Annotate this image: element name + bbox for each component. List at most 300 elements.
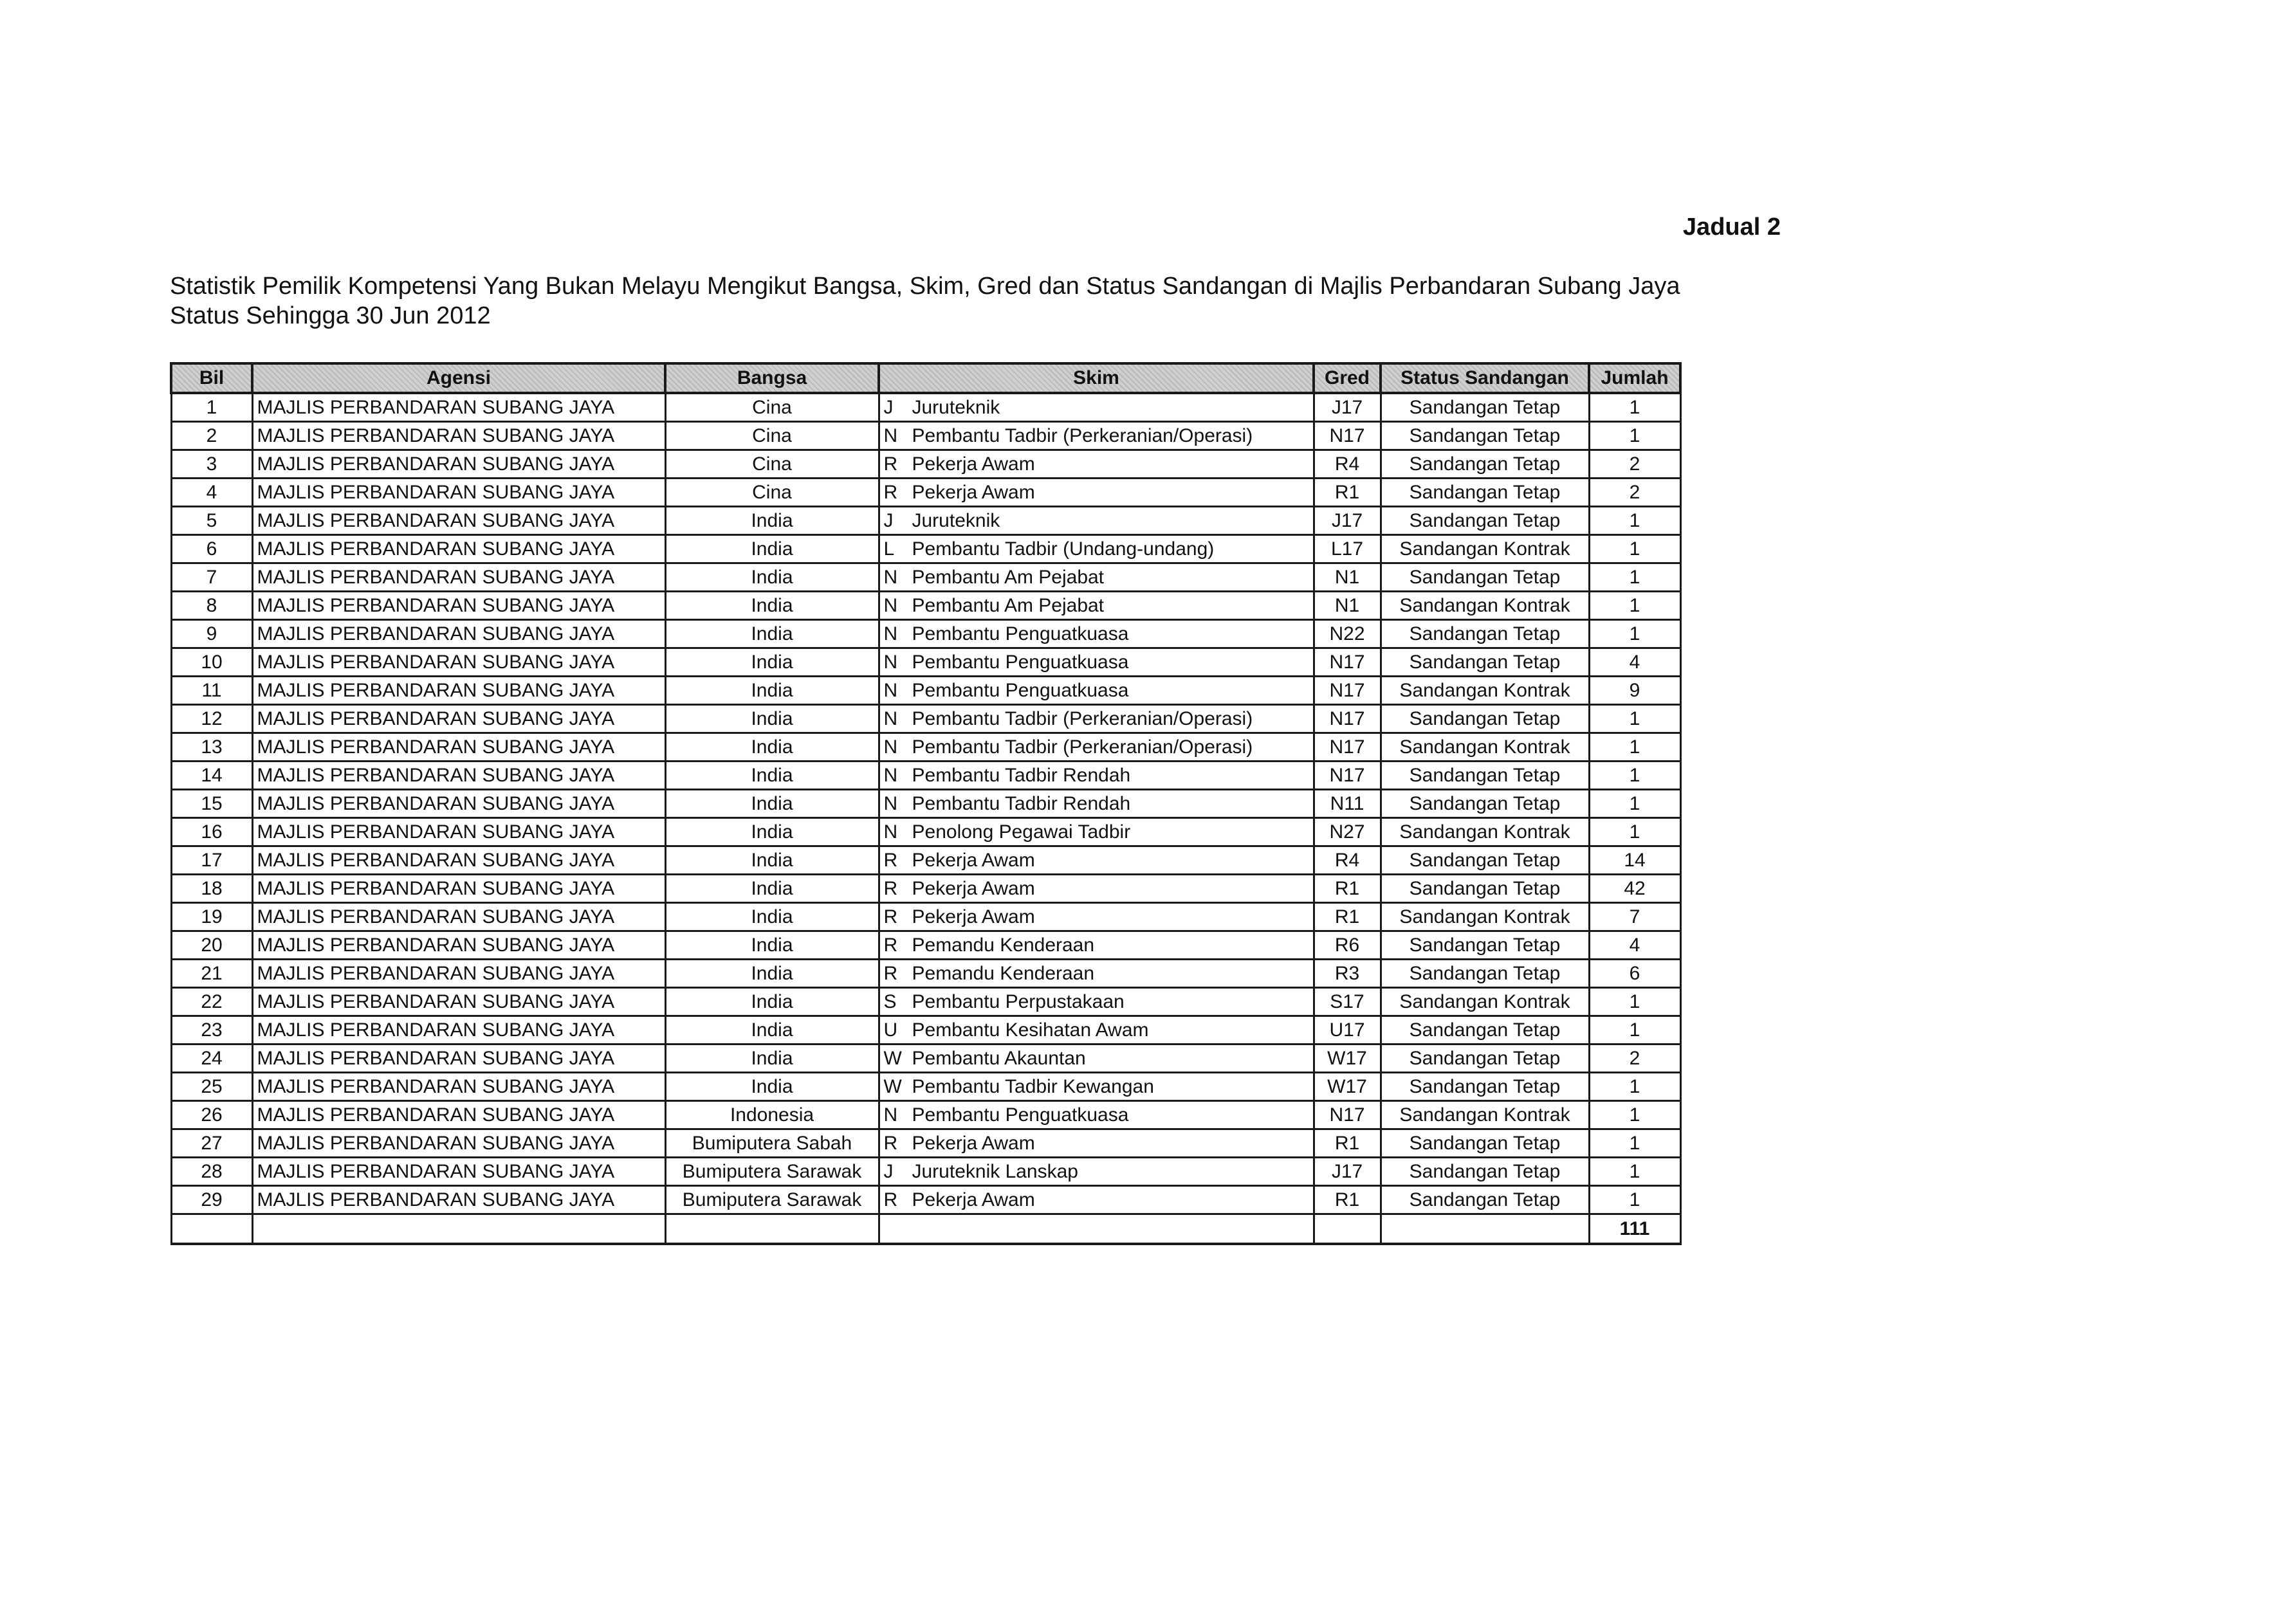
cell-agensi: MAJLIS PERBANDARAN SUBANG JAYA [252,422,665,450]
skim-code: W [883,1047,902,1069]
skim-code: R [883,934,898,956]
cell-bangsa: India [665,846,879,875]
skim-code: N [883,821,898,843]
statistics-table [170,362,1682,1245]
table-row [171,620,1680,648]
cell-gred: J17 [1314,507,1381,535]
cell-agensi: MAJLIS PERBANDARAN SUBANG JAYA [252,648,665,677]
cell-gred: R6 [1314,931,1381,960]
table-row [171,733,1680,762]
skim-code: J [883,396,894,418]
cell-jumlah: 1 [1589,1073,1680,1101]
cell-status-sandangan: Sandangan Kontrak [1381,903,1589,931]
skim-name: Pemandu Kenderaan [912,962,1095,984]
cell-gred: R4 [1314,846,1381,875]
cell-agensi: MAJLIS PERBANDARAN SUBANG JAYA [252,677,665,705]
cell-bangsa: India [665,988,879,1016]
skim-name: Pembantu Tadbir (Perkeranian/Operasi) [912,707,1253,729]
cell-jumlah: 1 [1589,818,1680,846]
cell-jumlah: 1 [1589,507,1680,535]
cell-bil: 14 [171,762,252,790]
skim-code: N [883,736,898,758]
cell-jumlah: 1 [1589,592,1680,620]
cell-skim [879,705,1314,733]
cell-status-sandangan: Sandangan Tetap [1381,1073,1589,1101]
cell-agensi: MAJLIS PERBANDARAN SUBANG JAYA [252,903,665,931]
cell-status-sandangan: Sandangan Tetap [1381,648,1589,677]
cell-skim [879,507,1314,535]
skim-name: Pembantu Penguatkuasa [912,651,1129,673]
table-row [171,1129,1680,1158]
cell-status-sandangan: Sandangan Tetap [1381,507,1589,535]
skim-code: R [883,877,898,899]
skim-code: R [883,849,898,871]
cell-gred: L17 [1314,535,1381,563]
skim-code: N [883,651,898,673]
skim-code: N [883,566,898,588]
skim-name: Pekerja Awam [912,453,1035,475]
table-row [171,1073,1680,1101]
cell-skim [879,818,1314,846]
cell-agensi: MAJLIS PERBANDARAN SUBANG JAYA [252,450,665,479]
total-empty-cell [1314,1214,1381,1245]
cell-bangsa: India [665,563,879,592]
header-jumlah: Jumlah [1589,363,1680,393]
skim-name: Pekerja Awam [912,481,1035,503]
cell-bangsa: Cina [665,479,879,507]
cell-gred: S17 [1314,988,1381,1016]
cell-skim [879,677,1314,705]
cell-agensi: MAJLIS PERBANDARAN SUBANG JAYA [252,620,665,648]
cell-agensi: MAJLIS PERBANDARAN SUBANG JAYA [252,1186,665,1214]
table-row [171,507,1680,535]
cell-status-sandangan: Sandangan Tetap [1381,762,1589,790]
cell-status-sandangan: Sandangan Tetap [1381,393,1589,422]
cell-status-sandangan: Sandangan Tetap [1381,620,1589,648]
cell-gred: N27 [1314,818,1381,846]
cell-agensi: MAJLIS PERBANDARAN SUBANG JAYA [252,1045,665,1073]
skim-name: Pembantu Tadbir (Perkeranian/Operasi) [912,424,1253,446]
cell-gred: N17 [1314,648,1381,677]
cell-skim [879,1016,1314,1045]
cell-status-sandangan: Sandangan Tetap [1381,450,1589,479]
cell-agensi: MAJLIS PERBANDARAN SUBANG JAYA [252,790,665,818]
skim-name: Juruteknik [912,509,1000,531]
table-row [171,790,1680,818]
cell-gred: J17 [1314,393,1381,422]
cell-bil: 2 [171,422,252,450]
skim-code: R [883,481,898,503]
table-row [171,648,1680,677]
cell-bangsa: India [665,705,879,733]
cell-status-sandangan: Sandangan Tetap [1381,790,1589,818]
cell-bangsa: India [665,903,879,931]
cell-agensi: MAJLIS PERBANDARAN SUBANG JAYA [252,988,665,1016]
cell-status-sandangan: Sandangan Tetap [1381,1045,1589,1073]
cell-gred: N17 [1314,733,1381,762]
cell-status-sandangan: Sandangan Kontrak [1381,733,1589,762]
skim-code: R [883,962,898,984]
cell-jumlah: 1 [1589,762,1680,790]
skim-name: Pembantu Am Pejabat [912,566,1105,588]
cell-jumlah: 1 [1589,733,1680,762]
cell-status-sandangan: Sandangan Tetap [1381,1186,1589,1214]
cell-bangsa: India [665,733,879,762]
cell-gred: N17 [1314,422,1381,450]
header-status-sandangan: Status Sandangan [1381,363,1589,393]
skim-name: Juruteknik Lanskap [912,1160,1078,1182]
cell-skim [879,988,1314,1016]
cell-status-sandangan: Sandangan Kontrak [1381,535,1589,563]
total-empty-cell [1381,1214,1589,1245]
cell-bil: 27 [171,1129,252,1158]
cell-gred: N17 [1314,705,1381,733]
skim-code: L [883,538,895,560]
cell-agensi: MAJLIS PERBANDARAN SUBANG JAYA [252,1129,665,1158]
cell-bangsa: India [665,592,879,620]
skim-name: Pembantu Penguatkuasa [912,623,1129,644]
cell-status-sandangan: Sandangan Tetap [1381,846,1589,875]
cell-bangsa: India [665,620,879,648]
cell-status-sandangan: Sandangan Tetap [1381,563,1589,592]
cell-agensi: MAJLIS PERBANDARAN SUBANG JAYA [252,931,665,960]
cell-bangsa: India [665,1073,879,1101]
cell-bil: 4 [171,479,252,507]
table-row [171,450,1680,479]
cell-agensi: MAJLIS PERBANDARAN SUBANG JAYA [252,1101,665,1129]
table-row [171,677,1680,705]
cell-gred: W17 [1314,1073,1381,1101]
cell-bangsa: Indonesia [665,1101,879,1129]
cell-bil: 18 [171,875,252,903]
cell-jumlah: 2 [1589,450,1680,479]
cell-agensi: MAJLIS PERBANDARAN SUBANG JAYA [252,818,665,846]
cell-skim [879,479,1314,507]
cell-gred: J17 [1314,1158,1381,1186]
cell-bangsa: Cina [665,422,879,450]
cell-gred: N1 [1314,592,1381,620]
table-row [171,422,1680,450]
cell-gred: R1 [1314,903,1381,931]
cell-status-sandangan: Sandangan Kontrak [1381,988,1589,1016]
cell-jumlah: 1 [1589,1101,1680,1129]
table-row [171,705,1680,733]
cell-jumlah: 14 [1589,846,1680,875]
skim-code: R [883,1132,898,1154]
cell-skim [879,450,1314,479]
skim-name: Pembantu Kesihatan Awam [912,1019,1149,1041]
table-row [171,988,1680,1016]
header-bangsa: Bangsa [665,363,879,393]
skim-name: Pembantu Perpustakaan [912,990,1125,1012]
cell-jumlah: 7 [1589,903,1680,931]
cell-bil: 1 [171,393,252,422]
cell-bil: 20 [171,931,252,960]
cell-jumlah: 4 [1589,648,1680,677]
cell-jumlah: 2 [1589,479,1680,507]
cell-skim [879,393,1314,422]
cell-gred: R1 [1314,1129,1381,1158]
skim-code: N [883,594,898,616]
cell-bil: 15 [171,790,252,818]
cell-gred: N22 [1314,620,1381,648]
cell-agensi: MAJLIS PERBANDARAN SUBANG JAYA [252,1016,665,1045]
cell-bil: 3 [171,450,252,479]
table-label: Jadual 2 [1682,214,1781,241]
cell-skim [879,762,1314,790]
skim-name: Pembantu Penguatkuasa [912,679,1129,701]
skim-code: N [883,424,898,446]
cell-status-sandangan: Sandangan Tetap [1381,1158,1589,1186]
cell-bangsa: India [665,762,879,790]
cell-agensi: MAJLIS PERBANDARAN SUBANG JAYA [252,1158,665,1186]
cell-gred: N1 [1314,563,1381,592]
skim-name: Penolong Pegawai Tadbir [912,821,1131,843]
cell-jumlah: 1 [1589,705,1680,733]
table-row [171,960,1680,988]
skim-code: N [883,764,898,786]
cell-status-sandangan: Sandangan Kontrak [1381,592,1589,620]
cell-gred: N17 [1314,1101,1381,1129]
cell-bangsa: Cina [665,393,879,422]
cell-skim [879,846,1314,875]
cell-bangsa: Bumiputera Sarawak [665,1158,879,1186]
cell-agensi: MAJLIS PERBANDARAN SUBANG JAYA [252,563,665,592]
cell-gred: W17 [1314,1045,1381,1073]
skim-name: Pembantu Tadbir Rendah [912,764,1131,786]
cell-skim [879,790,1314,818]
table-row [171,1186,1680,1214]
total-empty-cell [252,1214,665,1245]
skim-name: Pembantu Tadbir (Undang-undang) [912,538,1215,560]
cell-bil: 23 [171,1016,252,1045]
skim-name: Pembantu Am Pejabat [912,594,1105,616]
cell-bil: 10 [171,648,252,677]
cell-status-sandangan: Sandangan Tetap [1381,931,1589,960]
cell-skim [879,931,1314,960]
cell-gred: R1 [1314,875,1381,903]
header-bil: Bil [171,363,252,393]
cell-bil: 19 [171,903,252,931]
table-row [171,1101,1680,1129]
total-empty-cell [665,1214,879,1245]
skim-name: Pekerja Awam [912,906,1035,927]
cell-skim [879,960,1314,988]
table-row [171,535,1680,563]
table-header-row [171,363,1680,393]
cell-bil: 22 [171,988,252,1016]
cell-bil: 12 [171,705,252,733]
cell-bil: 13 [171,733,252,762]
table-row [171,931,1680,960]
cell-jumlah: 1 [1589,563,1680,592]
cell-jumlah: 1 [1589,1186,1680,1214]
cell-jumlah: 4 [1589,931,1680,960]
cell-bangsa: India [665,790,879,818]
cell-jumlah: 2 [1589,1045,1680,1073]
skim-code: N [883,707,898,729]
cell-gred: R1 [1314,1186,1381,1214]
cell-bil: 7 [171,563,252,592]
cell-skim [879,1158,1314,1186]
skim-code: J [883,509,894,531]
title-line-2: Status Sehingga 30 Jun 2012 [170,302,491,329]
cell-gred: N17 [1314,677,1381,705]
cell-agensi: MAJLIS PERBANDARAN SUBANG JAYA [252,960,665,988]
cell-jumlah: 1 [1589,535,1680,563]
table-row [171,479,1680,507]
cell-jumlah: 1 [1589,422,1680,450]
cell-skim [879,875,1314,903]
cell-gred: N17 [1314,762,1381,790]
cell-skim [879,648,1314,677]
cell-status-sandangan: Sandangan Kontrak [1381,818,1589,846]
cell-jumlah: 1 [1589,1016,1680,1045]
cell-skim [879,422,1314,450]
cell-agensi: MAJLIS PERBANDARAN SUBANG JAYA [252,535,665,563]
cell-agensi: MAJLIS PERBANDARAN SUBANG JAYA [252,592,665,620]
skim-code: R [883,906,898,927]
table-row [171,1045,1680,1073]
cell-skim [879,1129,1314,1158]
total-jumlah: 111 [1589,1214,1680,1245]
skim-name: Juruteknik [912,396,1000,418]
skim-code: N [883,623,898,644]
skim-code: W [883,1075,902,1097]
cell-jumlah: 1 [1589,1129,1680,1158]
cell-bangsa: Cina [665,450,879,479]
cell-skim [879,1045,1314,1073]
cell-bil: 11 [171,677,252,705]
cell-skim [879,563,1314,592]
skim-name: Pekerja Awam [912,1189,1035,1210]
cell-agensi: MAJLIS PERBANDARAN SUBANG JAYA [252,507,665,535]
skim-name: Pemandu Kenderaan [912,934,1095,956]
skim-code: N [883,1104,898,1126]
cell-agensi: MAJLIS PERBANDARAN SUBANG JAYA [252,393,665,422]
table-row [171,592,1680,620]
cell-status-sandangan: Sandangan Tetap [1381,960,1589,988]
skim-name: Pekerja Awam [912,849,1035,871]
cell-status-sandangan: Sandangan Kontrak [1381,677,1589,705]
header-skim: Skim [879,363,1314,393]
cell-agensi: MAJLIS PERBANDARAN SUBANG JAYA [252,762,665,790]
cell-jumlah: 1 [1589,988,1680,1016]
skim-code: R [883,453,898,475]
cell-bil: 6 [171,535,252,563]
skim-code: S [883,990,897,1012]
cell-agensi: MAJLIS PERBANDARAN SUBANG JAYA [252,846,665,875]
table-row [171,1158,1680,1186]
cell-bil: 21 [171,960,252,988]
table-row [171,846,1680,875]
cell-bangsa: India [665,677,879,705]
cell-bangsa: India [665,875,879,903]
table-body [171,393,1680,1244]
cell-gred: N11 [1314,790,1381,818]
cell-bangsa: Bumiputera Sarawak [665,1186,879,1214]
table-row [171,875,1680,903]
cell-skim [879,1186,1314,1214]
cell-jumlah: 1 [1589,1158,1680,1186]
skim-code: R [883,1189,898,1210]
cell-gred: U17 [1314,1016,1381,1045]
cell-bangsa: India [665,960,879,988]
cell-gred: R4 [1314,450,1381,479]
cell-skim [879,535,1314,563]
table-row [171,393,1680,422]
cell-skim [879,620,1314,648]
cell-gred: R3 [1314,960,1381,988]
cell-skim [879,592,1314,620]
cell-skim [879,1101,1314,1129]
cell-bangsa: India [665,1045,879,1073]
skim-code: J [883,1160,894,1182]
table-row [171,903,1680,931]
cell-bil: 28 [171,1158,252,1186]
total-empty-cell [879,1214,1314,1245]
skim-code: U [883,1019,898,1041]
skim-code: N [883,679,898,701]
cell-bangsa: India [665,648,879,677]
cell-agensi: MAJLIS PERBANDARAN SUBANG JAYA [252,1073,665,1101]
skim-name: Pekerja Awam [912,1132,1035,1154]
cell-status-sandangan: Sandangan Tetap [1381,479,1589,507]
cell-bil: 8 [171,592,252,620]
total-row [171,1214,1680,1245]
cell-bil: 5 [171,507,252,535]
table-row [171,1016,1680,1045]
cell-bangsa: Bumiputera Sabah [665,1129,879,1158]
cell-bangsa: India [665,1016,879,1045]
cell-skim [879,733,1314,762]
title-line-1: Statistik Pemilik Kompetensi Yang Bukan Melayu Mengikut Bangsa, Skim, Gred dan Status Sandangan di Majlis Perbandaran Subang Jaya [170,273,1680,300]
cell-gred: R1 [1314,479,1381,507]
skim-name: Pembantu Tadbir (Perkeranian/Operasi) [912,736,1253,758]
table-row [171,563,1680,592]
table-row [171,762,1680,790]
table-row [171,818,1680,846]
cell-jumlah: 1 [1589,393,1680,422]
cell-agensi: MAJLIS PERBANDARAN SUBANG JAYA [252,733,665,762]
cell-status-sandangan: Sandangan Tetap [1381,1016,1589,1045]
cell-bil: 26 [171,1101,252,1129]
cell-bil: 17 [171,846,252,875]
cell-bil: 9 [171,620,252,648]
cell-skim [879,1073,1314,1101]
total-empty-cell [171,1214,252,1245]
cell-jumlah: 42 [1589,875,1680,903]
cell-status-sandangan: Sandangan Tetap [1381,1129,1589,1158]
skim-name: Pembantu Tadbir Kewangan [912,1075,1154,1097]
cell-bil: 29 [171,1186,252,1214]
document-title [170,271,1680,331]
cell-bil: 24 [171,1045,252,1073]
cell-agensi: MAJLIS PERBANDARAN SUBANG JAYA [252,875,665,903]
cell-bangsa: India [665,535,879,563]
cell-skim [879,903,1314,931]
cell-jumlah: 6 [1589,960,1680,988]
skim-name: Pembantu Tadbir Rendah [912,792,1131,814]
skim-name: Pembantu Akauntan [912,1047,1086,1069]
cell-status-sandangan: Sandangan Kontrak [1381,1101,1589,1129]
skim-name: Pekerja Awam [912,877,1035,899]
cell-jumlah: 1 [1589,790,1680,818]
skim-code: N [883,792,898,814]
cell-bangsa: India [665,931,879,960]
header-agensi: Agensi [252,363,665,393]
cell-agensi: MAJLIS PERBANDARAN SUBANG JAYA [252,705,665,733]
